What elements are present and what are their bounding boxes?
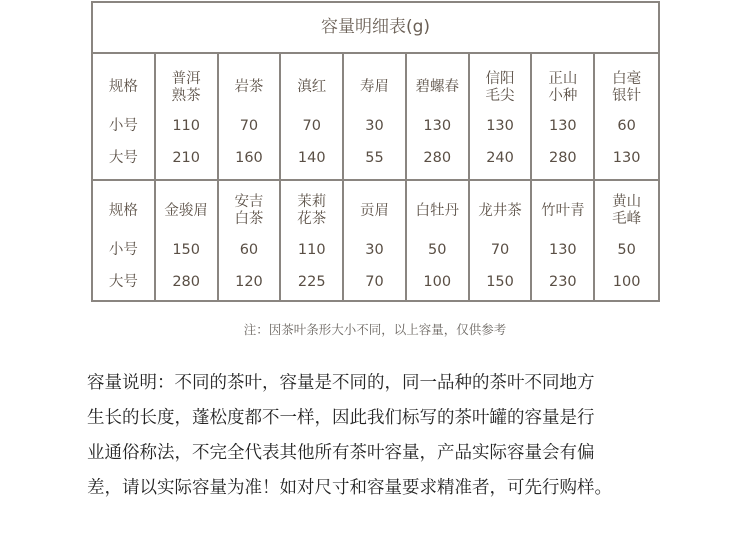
tea-column bbox=[344, 181, 407, 301]
explanation-line: 业通俗称法，不完全代表其他所有茶叶容量，产品实际容量会有偏 bbox=[87, 443, 595, 463]
tea-name: 白毫 银针 bbox=[612, 71, 642, 104]
large-capacity: 70 bbox=[365, 274, 384, 290]
tea-column bbox=[219, 181, 282, 301]
small-capacity: 70 bbox=[239, 118, 259, 134]
tea-column bbox=[156, 54, 219, 179]
large-capacity: 140 bbox=[297, 150, 326, 166]
explanation-line: 容量说明：不同的茶叶，容量是不同的，同一品种的茶叶不同地方 bbox=[87, 373, 595, 393]
tea-name: 黄山 毛峰 bbox=[612, 194, 642, 227]
tea-column bbox=[407, 181, 470, 301]
large-capacity: 230 bbox=[548, 274, 577, 290]
tea-name: 岩茶 bbox=[234, 79, 264, 95]
table-block-2 bbox=[93, 181, 658, 301]
small-capacity: 70 bbox=[490, 242, 510, 258]
tea-column bbox=[595, 54, 658, 179]
tea-name: 寿眉 bbox=[359, 79, 389, 95]
tea-name: 龙井茶 bbox=[478, 203, 522, 219]
label-large: 大号 bbox=[108, 150, 138, 166]
small-capacity: 60 bbox=[239, 242, 259, 258]
small-capacity: 130 bbox=[548, 242, 577, 258]
tea-column bbox=[156, 181, 219, 301]
small-capacity: 60 bbox=[617, 118, 636, 134]
tea-name: 竹叶青 bbox=[541, 203, 585, 219]
row-label-column bbox=[93, 181, 156, 301]
tea-column bbox=[219, 54, 282, 179]
large-capacity: 130 bbox=[612, 150, 641, 166]
small-capacity: 130 bbox=[423, 118, 452, 134]
large-capacity: 100 bbox=[612, 274, 641, 290]
large-capacity: 55 bbox=[365, 150, 384, 166]
label-small: 小号 bbox=[108, 118, 138, 134]
tea-name: 白牡丹 bbox=[415, 203, 460, 219]
tea-column bbox=[532, 54, 595, 179]
table-block-1 bbox=[93, 54, 658, 181]
large-capacity: 240 bbox=[486, 150, 514, 166]
row-label-column bbox=[93, 54, 156, 179]
small-capacity: 130 bbox=[486, 118, 514, 134]
large-capacity: 120 bbox=[235, 274, 263, 290]
explanation-line: 差，请以实际容量为准！如对尺寸和容量要求精准者，可先行购样。 bbox=[87, 478, 612, 498]
tea-column bbox=[470, 181, 533, 301]
tea-name: 金骏眉 bbox=[164, 203, 208, 219]
large-capacity: 100 bbox=[423, 274, 452, 290]
large-capacity: 280 bbox=[172, 274, 200, 290]
tea-name: 茉莉 花茶 bbox=[297, 194, 327, 227]
tea-name: 正山 小种 bbox=[548, 71, 578, 104]
tea-column bbox=[595, 181, 658, 301]
small-capacity: 30 bbox=[365, 242, 384, 258]
footnote: 注：因茶叶条形大小不同，以上容量，仅供参考 bbox=[243, 322, 507, 337]
large-capacity: 225 bbox=[297, 274, 326, 290]
small-capacity: 110 bbox=[172, 118, 200, 134]
tea-name: 碧螺春 bbox=[415, 79, 460, 95]
tea-column bbox=[470, 54, 533, 179]
tea-column bbox=[532, 181, 595, 301]
table-title: 容量明细表(g) bbox=[93, 3, 658, 54]
large-capacity: 150 bbox=[486, 274, 514, 290]
small-capacity: 50 bbox=[428, 242, 447, 258]
large-capacity: 280 bbox=[423, 150, 452, 166]
tea-name: 贡眉 bbox=[359, 203, 389, 219]
tea-name: 滇红 bbox=[297, 79, 327, 95]
tea-column bbox=[407, 54, 470, 179]
small-capacity: 110 bbox=[297, 242, 326, 258]
large-capacity: 280 bbox=[548, 150, 577, 166]
small-capacity: 150 bbox=[172, 242, 200, 258]
label-small: 小号 bbox=[108, 242, 138, 258]
tea-name: 安吉 白茶 bbox=[234, 194, 264, 227]
tea-column bbox=[281, 181, 344, 301]
capacity-explanation bbox=[87, 366, 687, 506]
small-capacity: 130 bbox=[548, 118, 577, 134]
tea-column bbox=[344, 54, 407, 179]
label-large: 大号 bbox=[108, 274, 138, 290]
explanation-line: 生长的长度，蓬松度都不一样，因此我们标写的茶叶罐的容量是行 bbox=[87, 408, 595, 428]
label-spec: 规格 bbox=[108, 79, 138, 95]
label-spec: 规格 bbox=[108, 203, 138, 219]
small-capacity: 30 bbox=[365, 118, 384, 134]
large-capacity: 210 bbox=[172, 150, 200, 166]
tea-name: 普洱 熟茶 bbox=[171, 71, 201, 104]
capacity-table bbox=[91, 1, 660, 302]
small-capacity: 70 bbox=[302, 118, 321, 134]
large-capacity: 160 bbox=[235, 150, 263, 166]
tea-name: 信阳 毛尖 bbox=[485, 71, 515, 104]
small-capacity: 50 bbox=[617, 242, 636, 258]
tea-column bbox=[281, 54, 344, 179]
